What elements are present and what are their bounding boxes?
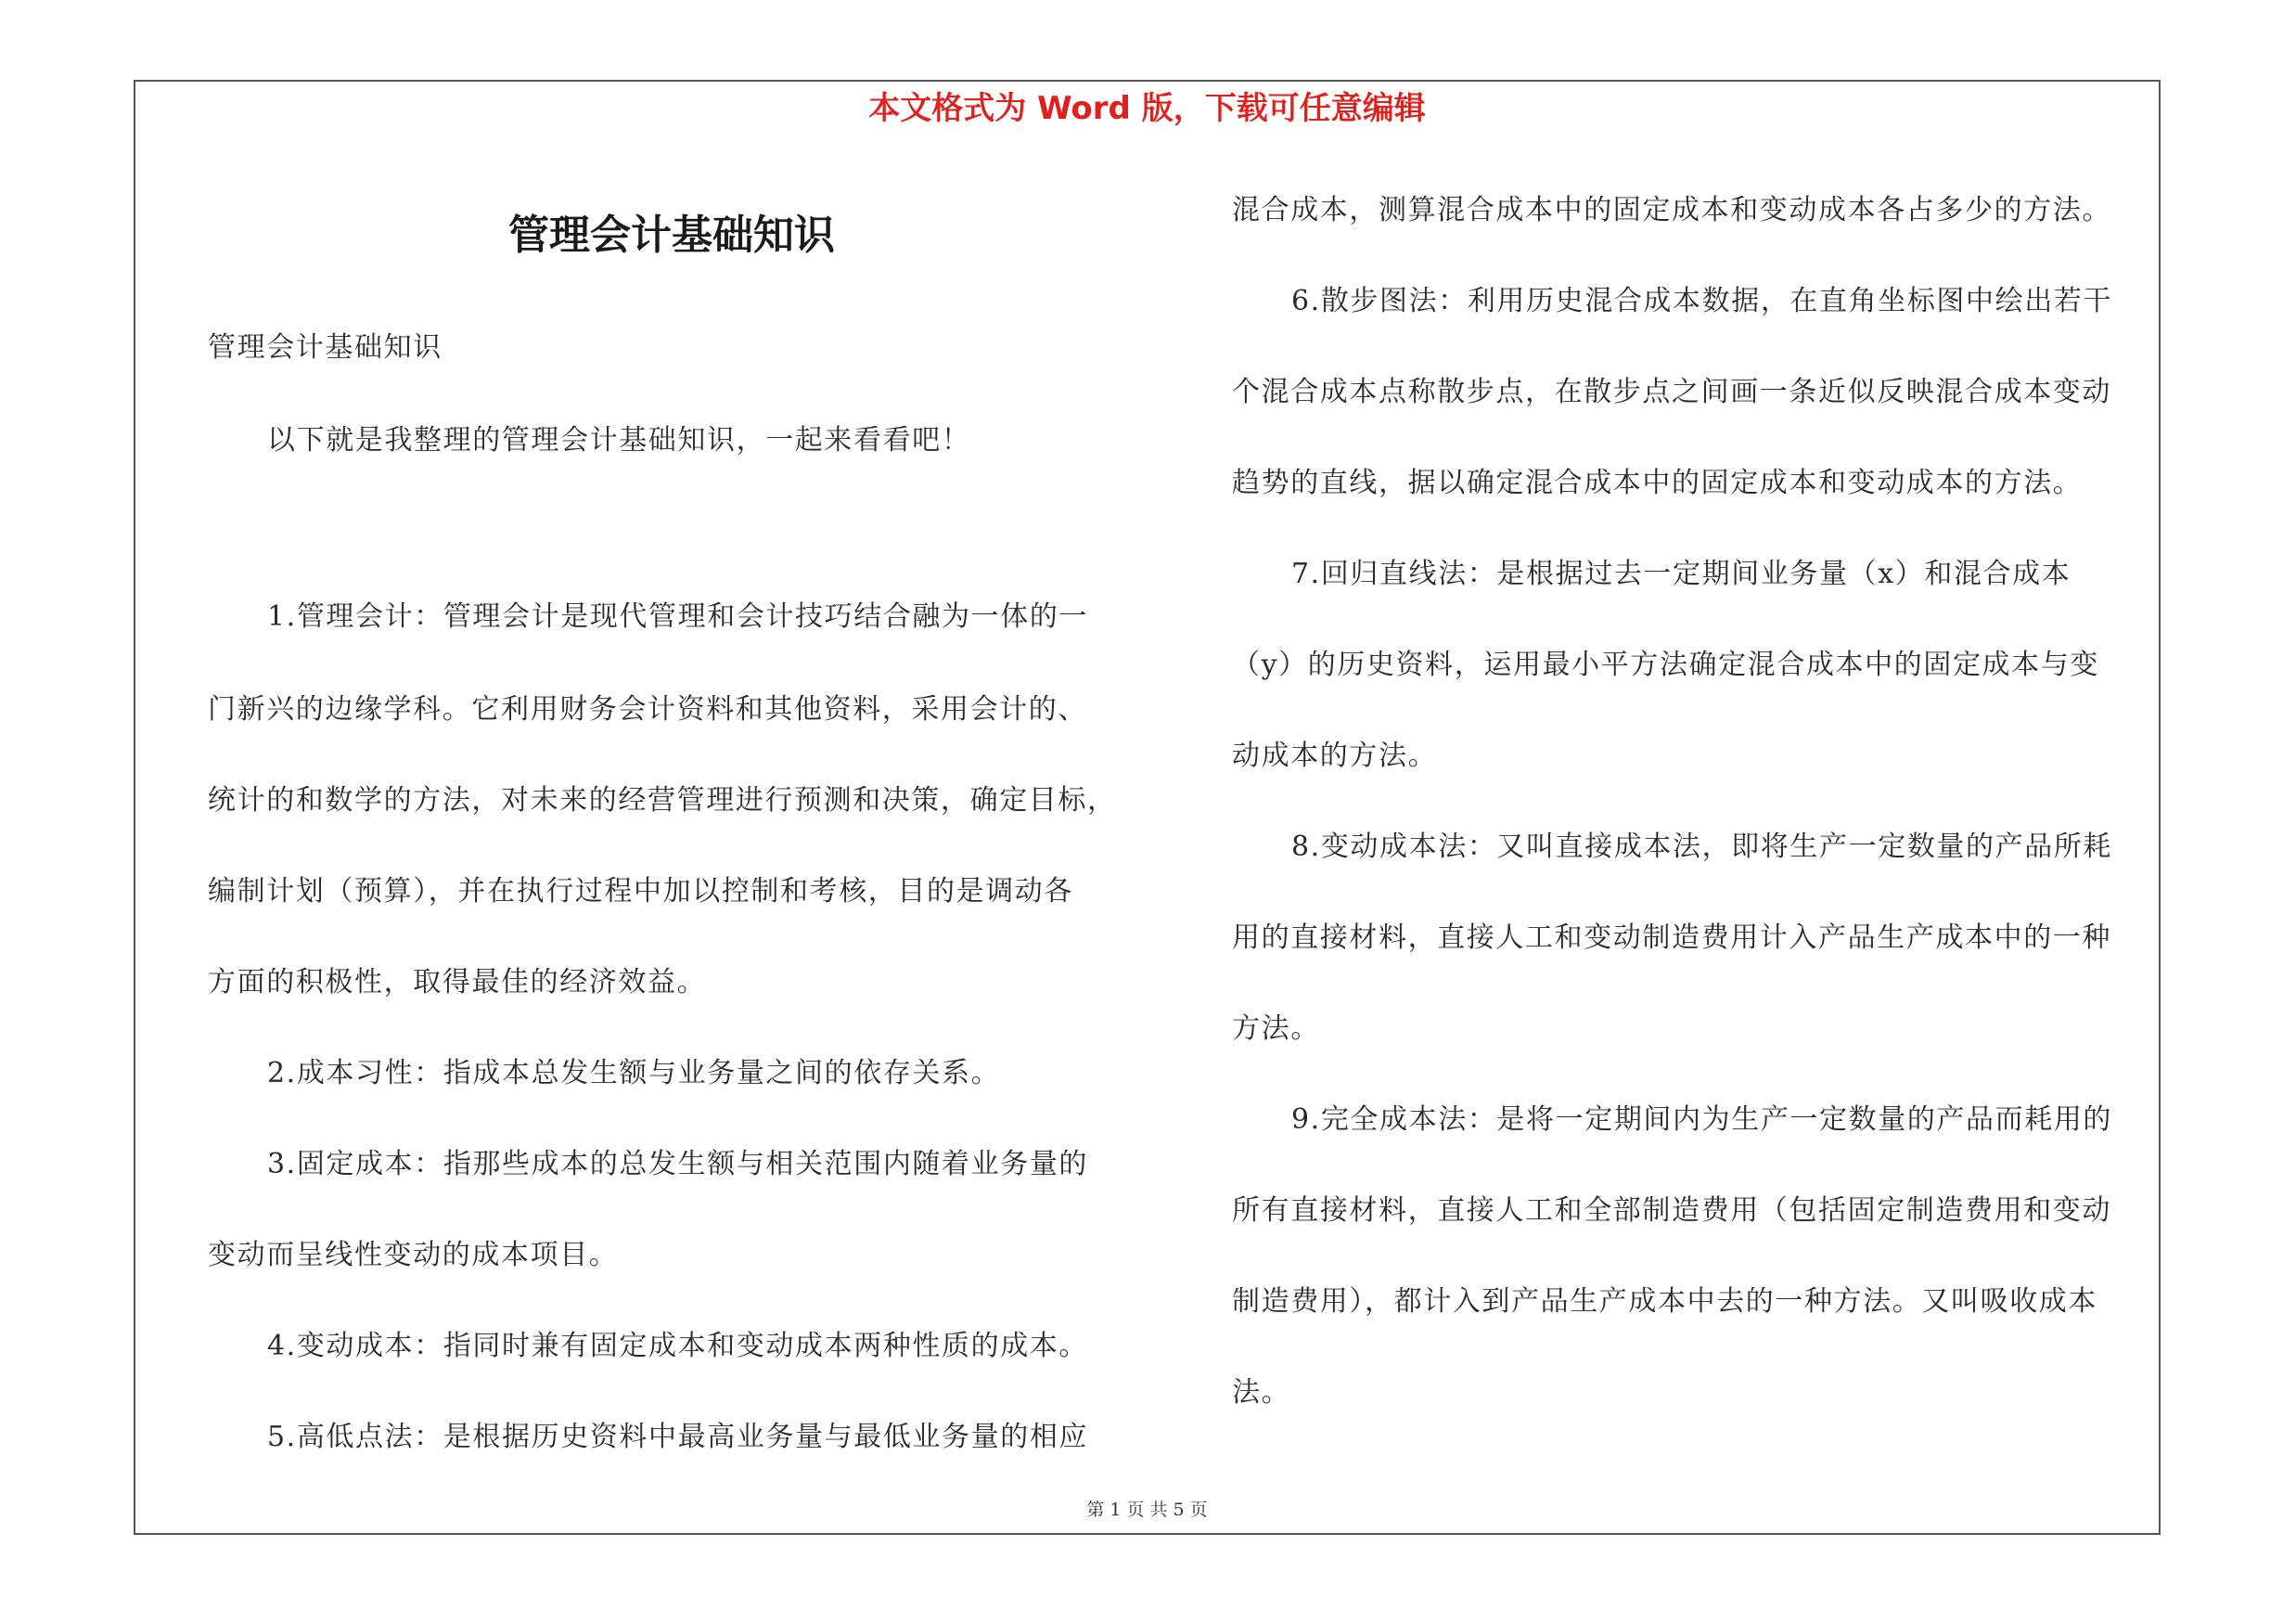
body-text-line: 1.管理会计：管理会计是现代管理和会计技巧结合融为一体的一 [267,600,1089,633]
body-text-line: 方面的积极性，取得最佳的经济效益。 [208,966,707,998]
body-text-line: 变动而呈线性变动的成本项目。 [208,1239,619,1271]
body-text-line: 用的直接材料，直接人工和变动制造费用计入产品生产成本中的一种 [1232,921,2111,954]
body-text-line: （y）的历史资料，运用最小平方法确定混合成本中的固定成本与变 [1232,649,2099,681]
body-text-line: 9.完全成本法：是将一定期间内为生产一定数量的产品而耗用的 [1291,1103,2113,1136]
body-text-line: 编制计划（预算），并在执行过程中加以控制和考核，目的是调动各 [208,875,1073,908]
body-text-line: 方法。 [1232,1012,1320,1045]
body-text-line: 混合成本，测算混合成本中的固定成本和变动成本各占多少的方法。 [1232,194,2111,226]
body-text-line: 6.散步图法：利用历史混合成本数据，在直角坐标图中绘出若干 [1291,285,2113,317]
body-text-line: 8.变动成本法：又叫直接成本法，即将生产一定数量的产品所耗 [1291,831,2113,863]
body-text-line: 5.高低点法：是根据历史资料中最高业务量与最低业务量的相应 [267,1421,1089,1453]
body-text-line: 动成本的方法。 [1232,740,1438,772]
body-text-line: 门新兴的边缘学科。它利用财务会计资料和其他资料，采用会计的、 [208,693,1087,726]
body-text-line: 7.回归直线法：是根据过去一定期间业务量（x）和混合成本 [1291,558,2072,590]
format-notice-banner: 本文格式为 Word 版，下载可任意编辑 [868,90,1426,127]
body-text-line: 所有直接材料，直接人工和全部制造费用（包括固定制造费用和变动 [1232,1194,2111,1227]
document-title: 管理会计基础知识 [508,212,835,259]
intro-paragraph: 以下就是我整理的管理会计基础知识，一起来看看吧！ [267,424,971,457]
body-text-line: 2.成本习性：指成本总发生额与业务量之间的依存关系。 [267,1057,1001,1089]
body-text-line: 统计的和数学的方法，对未来的经营管理进行预测和决策，确定目标， [208,784,1117,817]
body-text-line: 法。 [1232,1376,1291,1409]
subtitle-line: 管理会计基础知识 [208,331,443,364]
body-text-line: 个混合成本点称散步点，在散步点之间画一条近似反映混合成本变动 [1232,376,2111,408]
page-number: 第 1 页 共 5 页 [1086,1500,1208,1520]
body-text-line: 3.固定成本：指那些成本的总发生额与相关范围内随着业务量的 [267,1148,1089,1180]
body-text-line: 制造费用），都计入到产品生产成本中去的一种方法。又叫吸收成本 [1232,1285,2097,1318]
body-text-line: 4.变动成本：指同时兼有固定成本和变动成本两种性质的成本。 [267,1330,1089,1362]
body-text-line: 趋势的直线，据以确定混合成本中的固定成本和变动成本的方法。 [1232,467,2083,499]
